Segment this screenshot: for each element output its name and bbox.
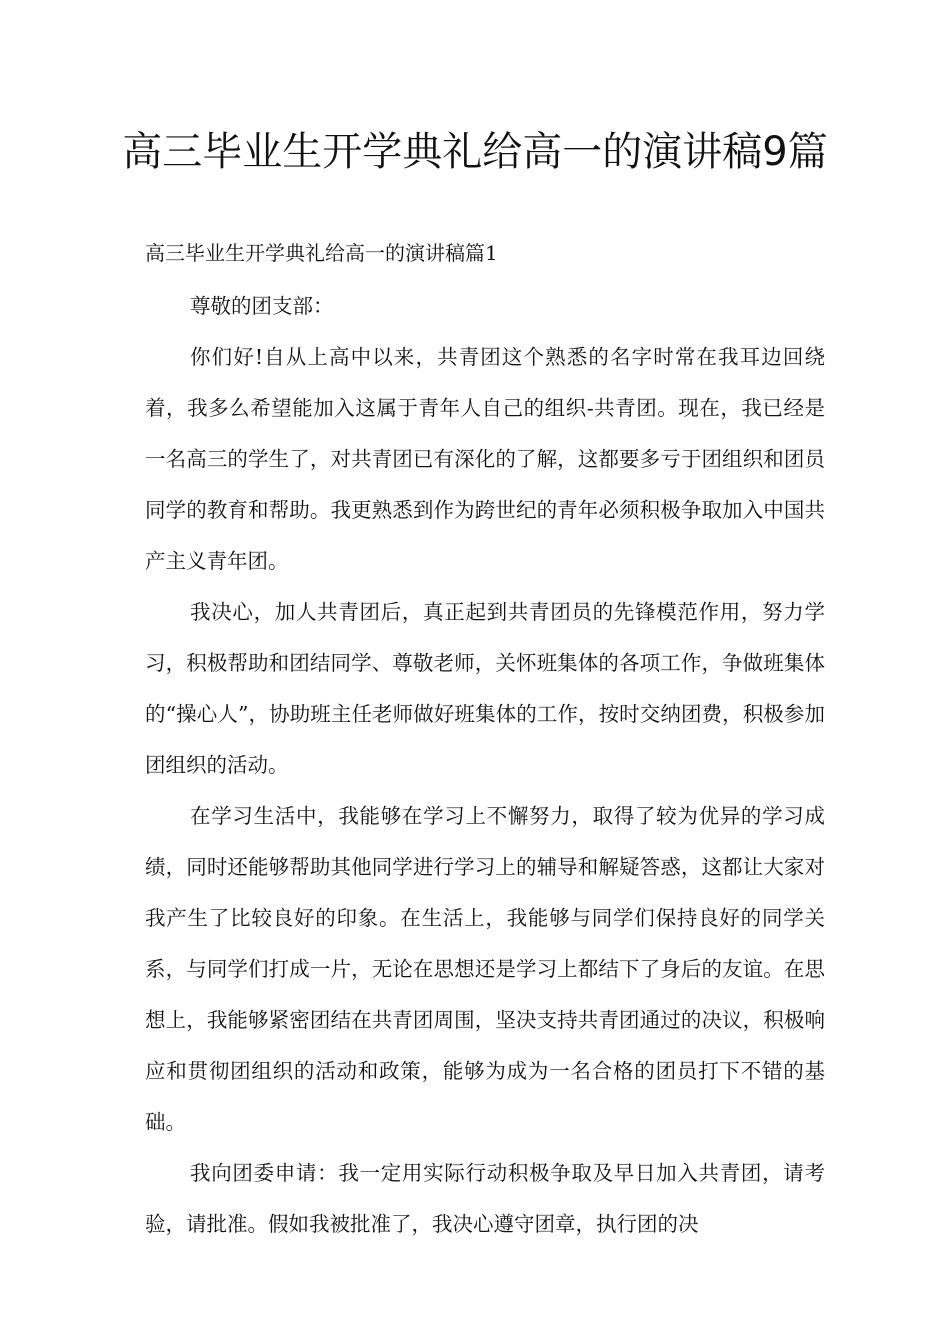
document-body bbox=[145, 281, 825, 1250]
paragraph: 我向团委申请：我一定用实际行动积极争取及早日加入共青团，请考验，请批准。假如我被批准了，我决心遵守团章，执行团的决 bbox=[145, 1161, 825, 1236]
section-heading: 高三毕业生开学典礼给高一的演讲稿篇1 bbox=[145, 241, 498, 265]
greeting-line: 尊敬的团支部： bbox=[190, 294, 334, 318]
document-title: 高三毕业生开学典礼给高一的演讲稿9篇 bbox=[122, 129, 828, 175]
paragraph: 在学习生活中，我能够在学习上不懈努力，取得了较为优异的学习成绩，同时还能够帮助其他同学进行学习上的辅导和解疑答惑，这都让大家对我产生了比较良好的印象。在生活上，我能够与同学们保持良好的同学关系，与同学们打成一片，无论在思想还是学习上都结下了身后的友谊。在思想上，我能够紧密团结在共青团周围，坚决支持共青团通过的决议，积极响应和贯彻团组织的活动和政策，能够为成为一名合格的团员打下不错的基础。 bbox=[145, 804, 825, 1134]
paragraph: 我决心，加人共青团后，真正起到共青团员的先锋模范作用，努力学习，积极帮助和团结同学、尊敬老师，关怀班集体的各项工作，争做班集体的“操心人”，协助班主任老师做好班集体的工作，按时交纳团费，积极参加团组织的活动。 bbox=[145, 600, 825, 777]
paragraph: 你们好!自从上高中以来，共青团这个熟悉的名字时常在我耳边回绕着，我多么希望能加入这属于青年人自己的组织-共青团。现在，我已经是一名高三的学生了，对共青团已有深化的了解，这都要多亏于团组织和团员同学的教育和帮助。我更熟悉到作为跨世纪的青年必须积极争取加入中国共产主义青年团。 bbox=[145, 345, 825, 573]
